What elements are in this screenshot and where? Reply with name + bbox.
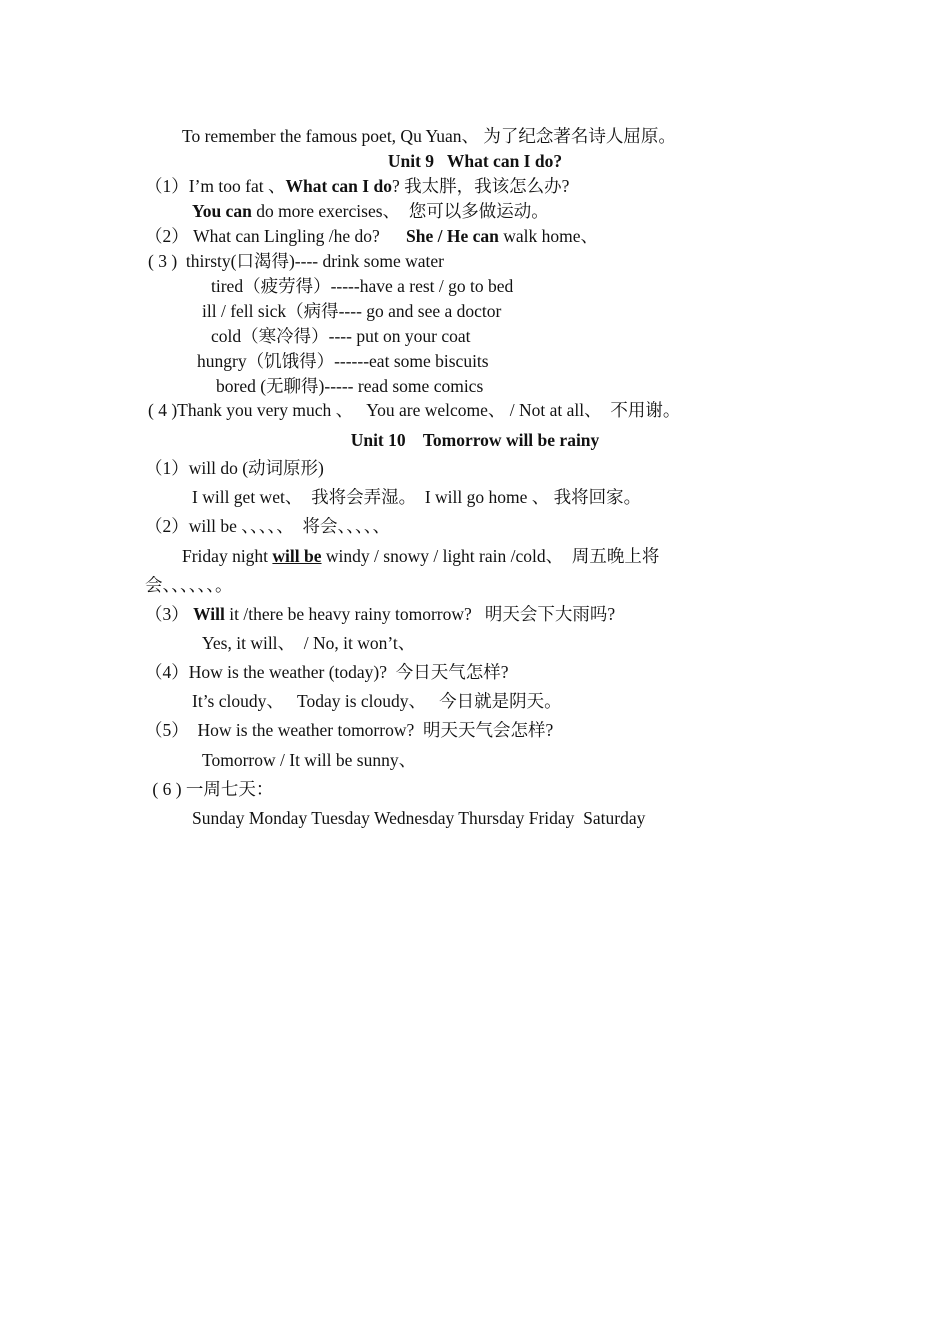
- unit9-q1-answer: [192, 203, 549, 221]
- q2-text: What can Lingling /he do?: [193, 226, 406, 246]
- u10-q3-bold-will: Will: [193, 604, 225, 624]
- q3-item-bored: bored (无聊得)----- read some comics: [216, 376, 484, 396]
- q2-number: （2）: [145, 226, 194, 246]
- unit10-q5-line: （5） How is the weather tomorrow? 明天天气会怎样?: [145, 720, 554, 740]
- u10-q3-number: （3）: [145, 604, 194, 624]
- unit9-q3-line: [148, 253, 444, 271]
- unit10-q1-example: I will get wet、 我将会弄湿。 I will go home 、 我将回家。: [192, 487, 642, 507]
- unit10-q6-line: ( 6 ) 一周七天：: [148, 779, 274, 799]
- q3-item-hungry: hungry（饥饿得）------eat some biscuits: [197, 351, 489, 371]
- q3-item-cold: cold（寒冷得）---- put on your coat: [211, 326, 471, 346]
- q3-number: ( 3 ): [148, 251, 186, 271]
- unit9-q1-line: [145, 178, 569, 196]
- unit9-q2-line: [145, 228, 598, 246]
- q2-bold-phrase: She / He can: [405, 226, 499, 246]
- unit9-q4-line: ( 4 )Thank you very much 、 You are welcome、 / Not at all、 不用谢。: [148, 400, 681, 420]
- q1-bold-phrase: What can I do: [285, 176, 392, 196]
- q3-item-ill: ill / fell sick（病得---- go and see a doctor: [202, 301, 502, 321]
- q3-item-tired: tired（疲劳得）-----have a rest / go to bed: [211, 276, 514, 296]
- q2-rest: walk home、: [498, 226, 598, 246]
- q1-answer-rest: do more exercises、 您可以多做运动。: [251, 201, 549, 221]
- q2-example-will-be: will be: [272, 546, 322, 566]
- unit10-q4-answer: It’s cloudy、 Today is cloudy、 今日就是阴天。: [192, 691, 562, 711]
- q1-number: （1）: [145, 176, 189, 196]
- intro-line: To remember the famous poet, Qu Yuan、 为了纪念著名诗人屈原。: [182, 126, 676, 146]
- u10-q3-rest: it /there be heavy rainy tomorrow? 明天会下大雨吗?: [224, 604, 616, 624]
- q3-item-thirsty: thirsty(口渴得)---- drink some water: [185, 251, 444, 271]
- q1-answer-bold: You can: [192, 201, 252, 221]
- q2-example-post: windy / snowy / light rain /cold、 周五晚上将: [321, 546, 660, 566]
- unit10-q3-line: [145, 606, 615, 624]
- q1-text: I’m too fat 、: [188, 176, 286, 196]
- unit10-q5-answer: Tomorrow / It will be sunny、: [202, 750, 417, 770]
- unit10-heading: Unit 10 Tomorrow will be rainy: [350, 430, 600, 450]
- q2-example-pre: Friday night: [182, 546, 273, 566]
- unit10-q1-line: （1）will do (动词原形): [145, 458, 324, 478]
- q1-translation: ? 我太胖，我该怎么办?: [391, 176, 570, 196]
- unit10-q3-answer: Yes, it will、 / No, it won’t、: [202, 633, 416, 653]
- unit10-q4-line: （4）How is the weather (today)? 今日天气怎样?: [145, 662, 509, 682]
- unit9-heading: Unit 9 What can I do?: [387, 151, 563, 171]
- unit10-q6-days: Sunday Monday Tuesday Wednesday Thursday Friday Saturday: [192, 808, 646, 828]
- unit10-q2-example: [182, 548, 659, 566]
- unit10-q2-wrap: 会、、、、、、。: [145, 575, 233, 595]
- unit10-q2-line: （2）will be 、、、、、 将会、、、、、: [145, 516, 390, 536]
